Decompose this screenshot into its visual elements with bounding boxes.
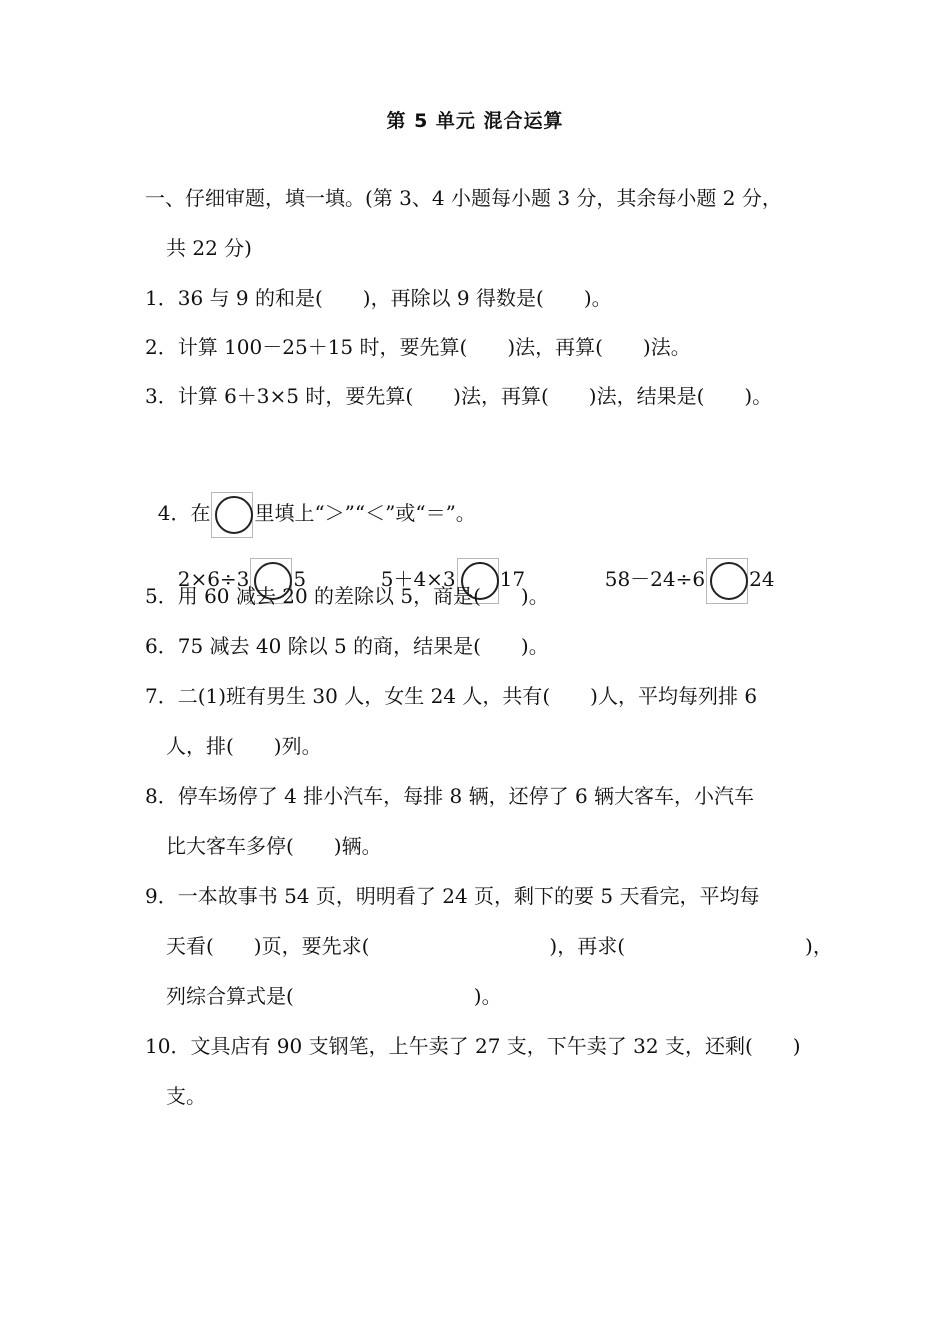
question-2: 2．计算 100－25＋15 时，要先算( )法，再算( )法。	[145, 335, 691, 359]
compare-item-1-left: 2×6÷3	[177, 567, 250, 591]
compare-item-2-right: 17	[499, 567, 526, 591]
compare-item-3-left: 58－24÷6	[604, 567, 706, 591]
compare-circle-3[interactable]	[706, 558, 748, 604]
section-heading-line2: 共 22 分)	[166, 236, 252, 260]
question-10-line2: 支。	[166, 1084, 206, 1108]
question-4-suffix: 里填上“＞”“＜”或“＝”。	[254, 501, 476, 525]
compare-item-2-left: 5＋4×3	[380, 567, 456, 591]
compare-item-2	[368, 510, 526, 591]
section-heading-line1: 一、仔细审题，填一填。(第 3、4 小题每小题 3 分，其余每小题 2 分，	[145, 186, 782, 210]
question-9-line2: 天看( )页，要先求( )，再求( )，	[166, 934, 833, 958]
question-4	[145, 444, 476, 525]
compare-item-1	[165, 510, 307, 591]
compare-item-3-right: 24	[749, 567, 775, 591]
question-5: 5．用 60 减去 20 的差除以 5，商是( )。	[145, 584, 549, 608]
question-7-line1: 7．二(1)班有男生 30 人，女生 24 人，共有( )人，平均每列排 6	[145, 684, 758, 708]
question-9-line1: 9．一本故事书 54 页，明明看了 24 页，剩下的要 5 天看完，平均每	[145, 884, 760, 908]
question-1: 1．36 与 9 的和是( )，再除以 9 得数是( )。	[145, 286, 612, 310]
question-3: 3．计算 6＋3×5 时，要先算( )法，再算( )法，结果是( )。	[145, 384, 773, 408]
question-7-line2: 人，排( )列。	[166, 734, 322, 758]
page-title: 第 5 单元 混合运算	[386, 110, 564, 132]
question-4-prefix: 4．在	[157, 501, 211, 525]
compare-item-3	[592, 510, 775, 591]
question-9-line3: 列综合算式是( )。	[166, 984, 502, 1008]
question-8-line1: 8．停车场停了 4 排小汽车，每排 8 辆，还停了 6 辆大客车，小汽车	[145, 784, 755, 808]
question-6: 6．75 减去 40 除以 5 的商，结果是( )。	[145, 634, 549, 658]
question-10-line1: 10．文具店有 90 支钢笔，上午卖了 27 支，下午卖了 32 支，还剩( )	[145, 1034, 801, 1058]
question-8-line2: 比大客车多停( )辆。	[166, 834, 382, 858]
compare-item-1-right: 5	[293, 567, 307, 591]
